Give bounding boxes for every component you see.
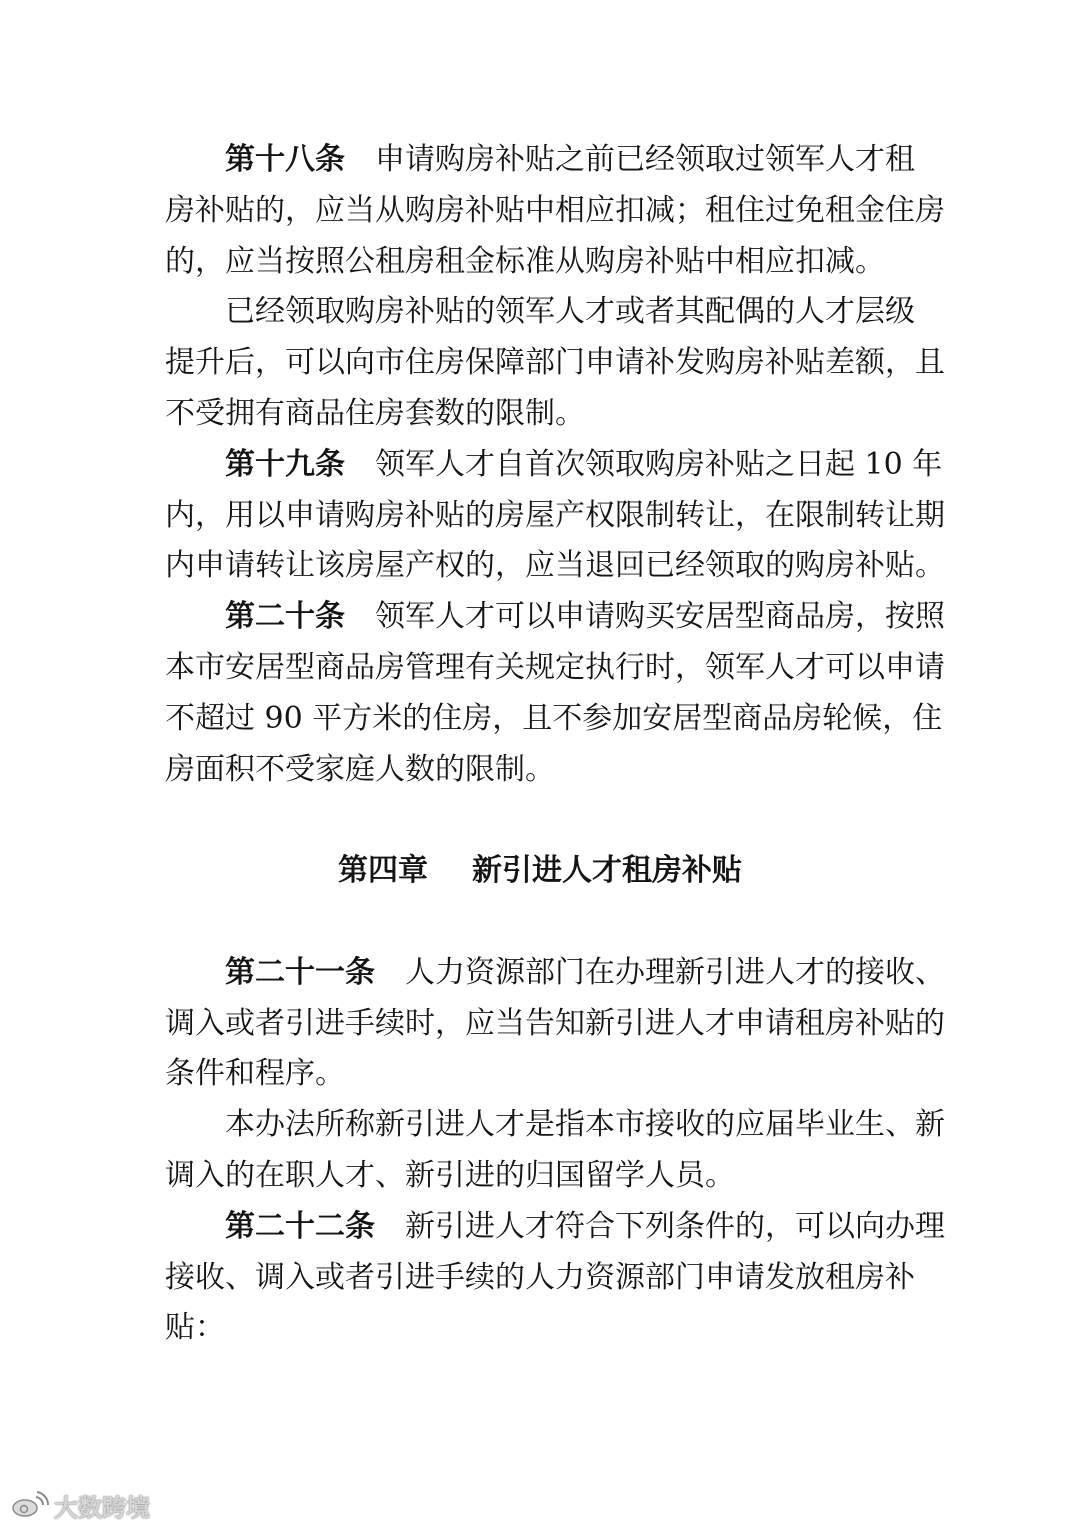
article-label: 第二十二条 [225, 1208, 375, 1244]
line-text: 人力资源部门在办理新引进人才的接收、 [405, 954, 945, 990]
paragraph-line: 不受拥有商品住房套数的限制。 [165, 395, 585, 431]
article-19 [165, 440, 945, 592]
paragraph-line: 已经领取购房补贴的领军人才或者其配偶的人才层级 [225, 294, 915, 330]
chapter-heading [165, 846, 915, 897]
article-20 [165, 592, 945, 795]
line-text: 领军人才自首次领取购房补贴之日起 10 年 [375, 446, 943, 482]
line-text: 新引进人才符合下列条件的，可以向办理 [405, 1208, 945, 1244]
paragraph-line: 调入的在职人才、新引进的归国留学人员。 [165, 1157, 735, 1193]
article-21 [165, 948, 945, 1100]
document-body [165, 135, 945, 1354]
article-label: 第二十条 [225, 599, 345, 635]
article-18-paragraph-2 [165, 287, 945, 439]
paragraph-line: 房面积不受家庭人数的限制。 [165, 751, 555, 787]
paragraph-line [165, 592, 945, 643]
paragraph-line: 不超过 90 平方米的住房，且不参加安居型商品房轮候，住 [165, 700, 943, 736]
article-label: 第十八条 [225, 142, 345, 177]
paragraph-line [165, 948, 945, 999]
article-label: 第二十一条 [225, 954, 375, 990]
paragraph-line: 贴： [165, 1310, 225, 1346]
article-18 [165, 135, 945, 287]
paragraph-line: 本市安居型商品房管理有关规定执行时，领军人才可以申请 [165, 649, 945, 685]
article-21-paragraph-2 [165, 1100, 945, 1202]
paragraph-line: 接收、调入或者引进手续的人力资源部门申请发放租房补 [165, 1259, 915, 1295]
paragraph-line: 房补贴的，应当从购房补贴中相应扣减；租住过免租金住房 [165, 192, 945, 228]
paragraph-line: 的，应当按照公租房租金标准从购房补贴中相应扣减。 [165, 243, 885, 279]
watermark [10, 1490, 150, 1520]
paragraph-line [165, 135, 915, 186]
paragraph-line: 调入或者引进手续时，应当告知新引进人才申请租房补贴的 [165, 1005, 945, 1041]
paragraph-line: 内申请转让该房屋产权的，应当退回已经领取的购房补贴。 [165, 548, 945, 584]
paragraph-line: 内，用以申请购房补贴的房屋产权限制转让，在限制转让期 [165, 497, 945, 533]
line-text: 申请购房补贴之前已经领取过领军人才租 [375, 142, 915, 177]
line-text: 领军人才可以申请购买安居型商品房，按照 [375, 599, 945, 635]
paragraph-line: 本办法所称新引进人才是指本市接收的应届毕业生、新 [225, 1107, 945, 1143]
paragraph-line [165, 440, 943, 491]
article-22 [165, 1202, 945, 1354]
weibo-logo-icon [10, 1491, 50, 1519]
article-label: 第十九条 [225, 446, 345, 482]
paragraph-line [165, 1202, 945, 1253]
chapter-number: 第四章 [338, 853, 428, 889]
watermark-text: 大数跨境 [54, 1493, 150, 1522]
paragraph-line: 条件和程序。 [165, 1056, 345, 1092]
chapter-title: 新引进人才租房补贴 [472, 853, 742, 889]
paragraph-line: 提升后，可以向市住房保障部门申请补发购房补贴差额，且 [165, 345, 945, 381]
